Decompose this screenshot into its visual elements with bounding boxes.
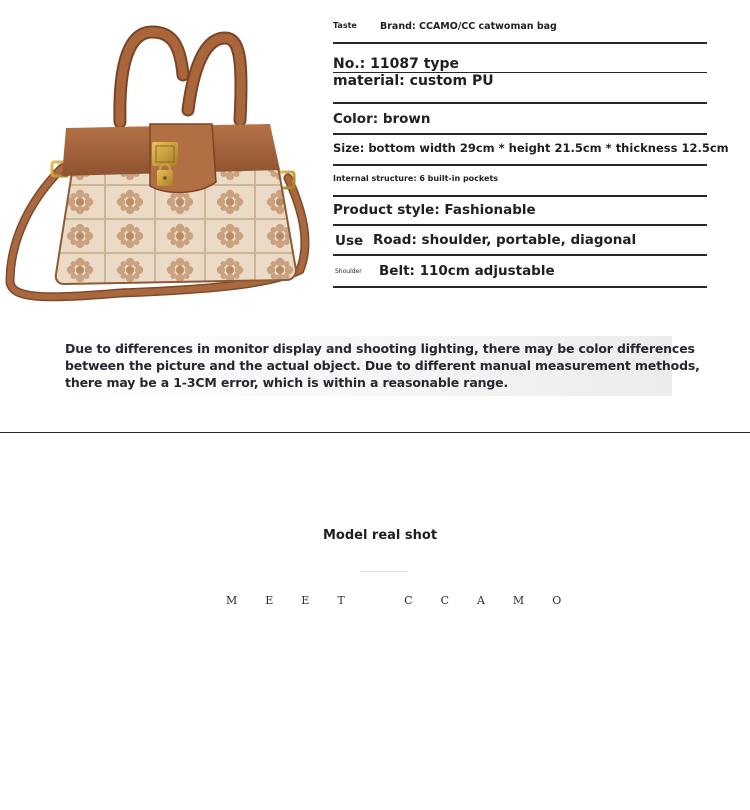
decorative-rule [360, 571, 408, 572]
spec-divider [333, 286, 707, 288]
belt-spec: Belt: 110cm adjustable [379, 263, 555, 279]
brand-tagline: MEET CCAMO [226, 594, 590, 607]
taste-label: Taste [333, 21, 357, 30]
shoulder-label: Shoulder [335, 268, 362, 275]
handbag-photo [0, 0, 330, 320]
brand-spec: Brand: CCAMO/CC catwoman bag [380, 21, 557, 32]
product-style-spec: Product style: Fashionable [333, 202, 536, 218]
section-divider [0, 432, 750, 433]
spec-divider [333, 224, 707, 226]
internal-structure-spec: Internal structure: 6 built-in pockets [333, 174, 499, 183]
spec-divider [333, 42, 707, 44]
spec-divider [333, 195, 707, 197]
section-title: Model real shot [322, 528, 438, 543]
spec-divider [333, 133, 707, 135]
spec-divider [333, 254, 707, 256]
disclaimer-text: Due to differences in monitor display and shooting lighting, there may be color differences between the picture and the actual object. Due to different manual measurement methods, there may be a 1-3CM error, which is within a reasonable range. [65, 341, 700, 390]
spec-divider [333, 164, 707, 166]
spec-divider [333, 102, 707, 104]
material-spec: material: custom PU [333, 73, 494, 89]
use-spec: Road: shoulder, portable, diagonal [373, 232, 637, 248]
use-label: Use [335, 233, 364, 249]
model-number-spec: No.: 11087 type [333, 56, 460, 72]
size-spec: Size: bottom width 29cm * height 21.5cm * thickness 12.5cm [333, 141, 729, 155]
color-spec: Color: brown [333, 111, 431, 127]
